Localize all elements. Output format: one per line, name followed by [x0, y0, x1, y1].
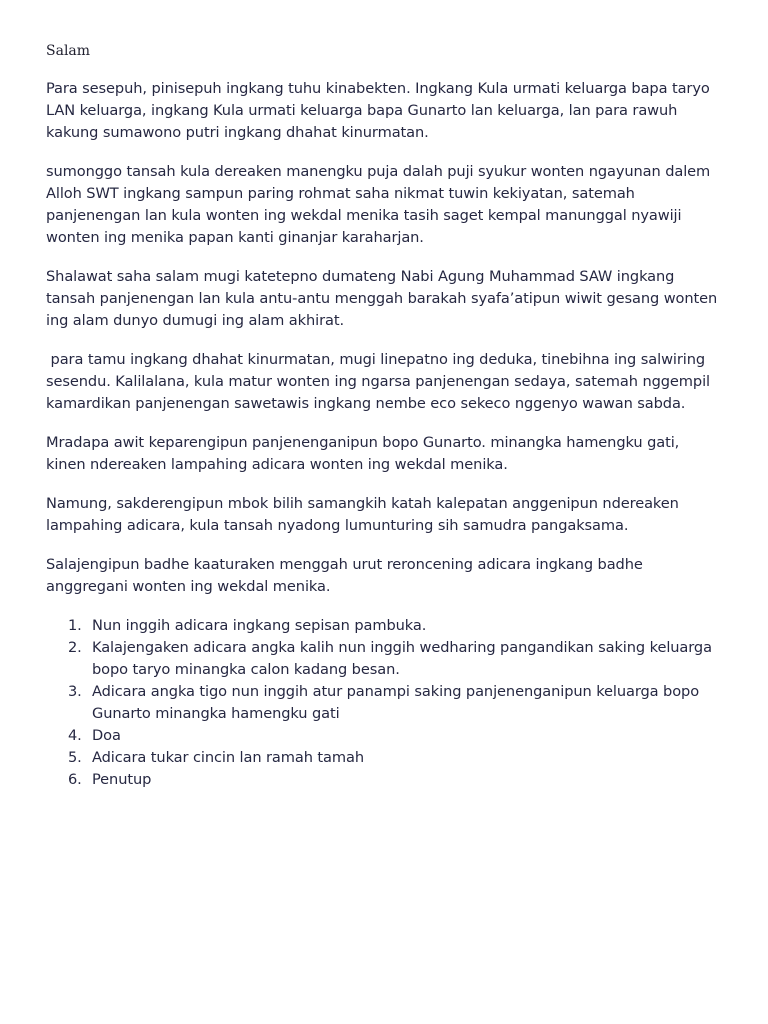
- list-item: [46, 637, 722, 681]
- list-item-text: Nun inggih adicara ingkang sepisan pambuka.: [92, 617, 427, 634]
- agenda-list: [46, 615, 722, 791]
- list-item-text: Penutup: [92, 771, 152, 788]
- list-item-number: 4.: [68, 727, 82, 744]
- list-item-number: 1.: [68, 617, 82, 634]
- list-item: [46, 615, 722, 637]
- paragraph-mandate: Mradapa awit keparengipun panjenenganipun bopo Gunarto. minangka hamengku gati, kinen ndereaken lampahing adicara wonten ing wekdal menika.: [46, 434, 684, 473]
- list-item: [46, 769, 722, 791]
- paragraph-forgiveness: Namung, sakderengipun mbok bilih samangkih katah kalepatan anggenipun ndereaken lampahing adicara, kula tansah nyadong lumunturing sih samudra pangaksama.: [46, 495, 684, 534]
- paragraph-gratitude: sumonggo tansah kula dereaken manengku puja dalah puji syukur wonten ngayunan dalem Alloh SWT ingkang sampun paring rohmat saha nikmat tuwin kekiyatan, satemah panjenengan lan kula wonten ing wekdal menika tasih saget kempal manunggal nyawiji wonten ing menika papan kanti ginanjar karaharjan.: [46, 163, 715, 246]
- list-item-text: Adicara angka tigo nun inggih atur panampi saking panjenenganipun keluarga bopo Gunarto minangka hamengku gati: [92, 683, 700, 722]
- paragraph-apology: para tamu ingkang dhahat kinurmatan, mugi linepatno ing deduka, tinebihna ing salwiring sesendu. Kalilalana, kula matur wonten ing ngarsa panjenengan sedaya, satemah nggempil kamardikan panjenengan sawetawis ingkang nembe eco sekeco nggenyo wawan sabda.: [46, 351, 715, 412]
- list-item: [46, 725, 722, 747]
- paragraph-shalawat: Shalawat saha salam mugi katetepno dumateng Nabi Agung Muhammad SAW ingkang tansah panjenengan lan kula antu-antu menggah barakah syafa’atipun wiwit gesang wonten ing alam dunyo dumugi ing alam akhirat.: [46, 268, 722, 329]
- list-item-number: 5.: [68, 749, 82, 766]
- list-item-text: Doa: [92, 727, 121, 744]
- greeting: Salam: [46, 43, 91, 59]
- list-item-number: 2.: [68, 639, 82, 656]
- list-item: [46, 747, 722, 769]
- list-item-number: 6.: [68, 771, 82, 788]
- list-item: [46, 681, 722, 725]
- list-item-text: Adicara tukar cincin lan ramah tamah: [92, 749, 364, 766]
- paragraph-agenda-intro: Salajengipun badhe kaaturaken menggah urut reroncening adicara ingkang badhe anggregani wonten ing wekdal menika.: [46, 556, 648, 595]
- list-item-text: Kalajengaken adicara angka kalih nun inggih wedharing pangandikan saking keluarga bopo taryo minangka calon kadang besan.: [92, 639, 712, 678]
- list-item-number: 3.: [68, 683, 82, 700]
- paragraph-opening-address: Para sesepuh, pinisepuh ingkang tuhu kinabekten. Ingkang Kula urmati keluarga bapa taryo LAN keluarga, ingkang Kula urmati keluarga bapa Gunarto lan keluarga, lan para rawuh kakung sumawono putri ingkang dhahat kinurmatan.: [46, 80, 715, 141]
